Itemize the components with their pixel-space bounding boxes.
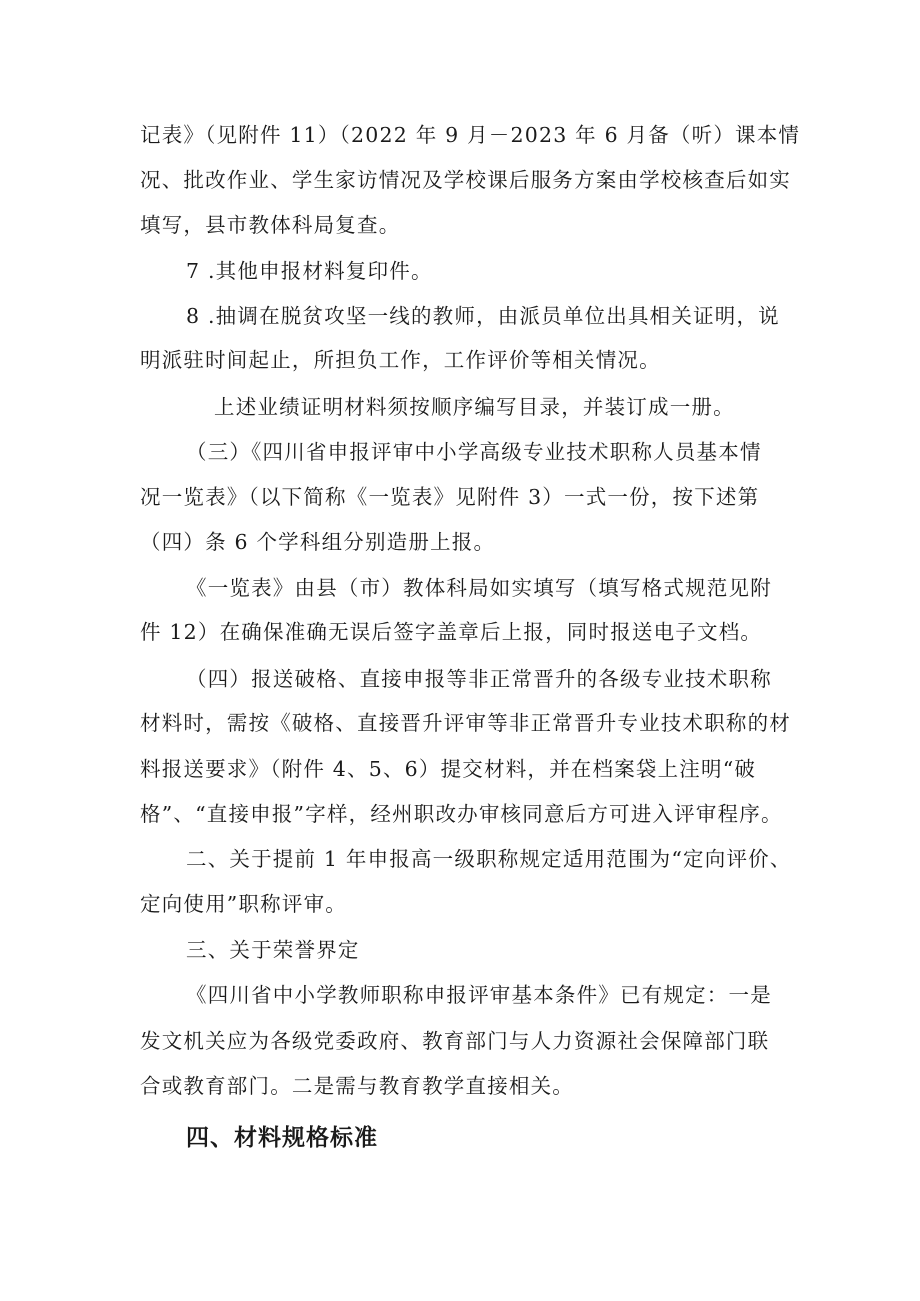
text-line: 《四川省中小学教师职称申报评审基本条件》已有规定：一是 <box>186 983 772 1007</box>
list-item-7: 7 .其他申报材料复印件。 <box>186 259 433 283</box>
text-line: 格”、“直接申报”字样，经州职改办审核同意后方可进入评审程序。 <box>140 802 783 826</box>
text-line: 件 12）在确保准确无误后签字盖章后上报，同时报送电子文档。 <box>140 620 763 644</box>
text-line: 材料时，需按《破格、直接晋升评审等非正常晋升专业技术职称的材 <box>140 711 791 735</box>
text-line: 明派驻时间起止，所担负工作，工作评价等相关情况。 <box>140 348 661 372</box>
text-line: 况一览表》（以下简称《一览表》见附件 3）一式一份，按下述第 <box>140 485 760 509</box>
text-line: 记表》（见附件 11）（2022 年 9 月－2023 年 6 月备（听）课本情 <box>140 123 801 147</box>
section-4-paragraph: （四）报送破格、直接申报等非正常晋升的各级专业技术职称 <box>186 667 772 691</box>
list-item-8: 8 .抽调在脱贫攻坚一线的教师，由派员单位出具相关证明，说 <box>186 304 780 328</box>
text-line: 发文机关应为各级党委政府、教育部门与人力资源社会保障部门联 <box>140 1029 770 1053</box>
text-line: 况、批改作业、学生家访情况及学校课后服务方案由学校核查后如实 <box>140 168 791 192</box>
text-line: 《一览表》由县（市）教体科局如实填写（填写格式规范见附 <box>186 576 772 600</box>
text-line: （四）条 6 个学科组分别造册上报。 <box>140 530 496 554</box>
text-line: 合或教育部门。二是需与教育教学直接相关。 <box>140 1074 574 1098</box>
section-heading: 四、材料规格标准 <box>186 1125 378 1151</box>
section-two-paragraph: 二、关于提前 1 年申报高一级职称规定适用范围为“定向评价、 <box>186 847 792 871</box>
text-line: 料报送要求》（附件 4、5、6）提交材料，并在档案袋上注明“破 <box>140 757 757 781</box>
text-line: 填写，县市教体科局复查。 <box>140 213 401 237</box>
section-3-paragraph: （三）《四川省申报评审中小学高级专业技术职称人员基本情 <box>186 440 762 464</box>
text-line: 定向使用”职称评审。 <box>140 892 347 916</box>
text-line: 上述业绩证明材料须按顺序编写目录，并装订成一册。 <box>214 395 735 419</box>
section-three-title: 三、关于荣誉界定 <box>186 938 360 962</box>
